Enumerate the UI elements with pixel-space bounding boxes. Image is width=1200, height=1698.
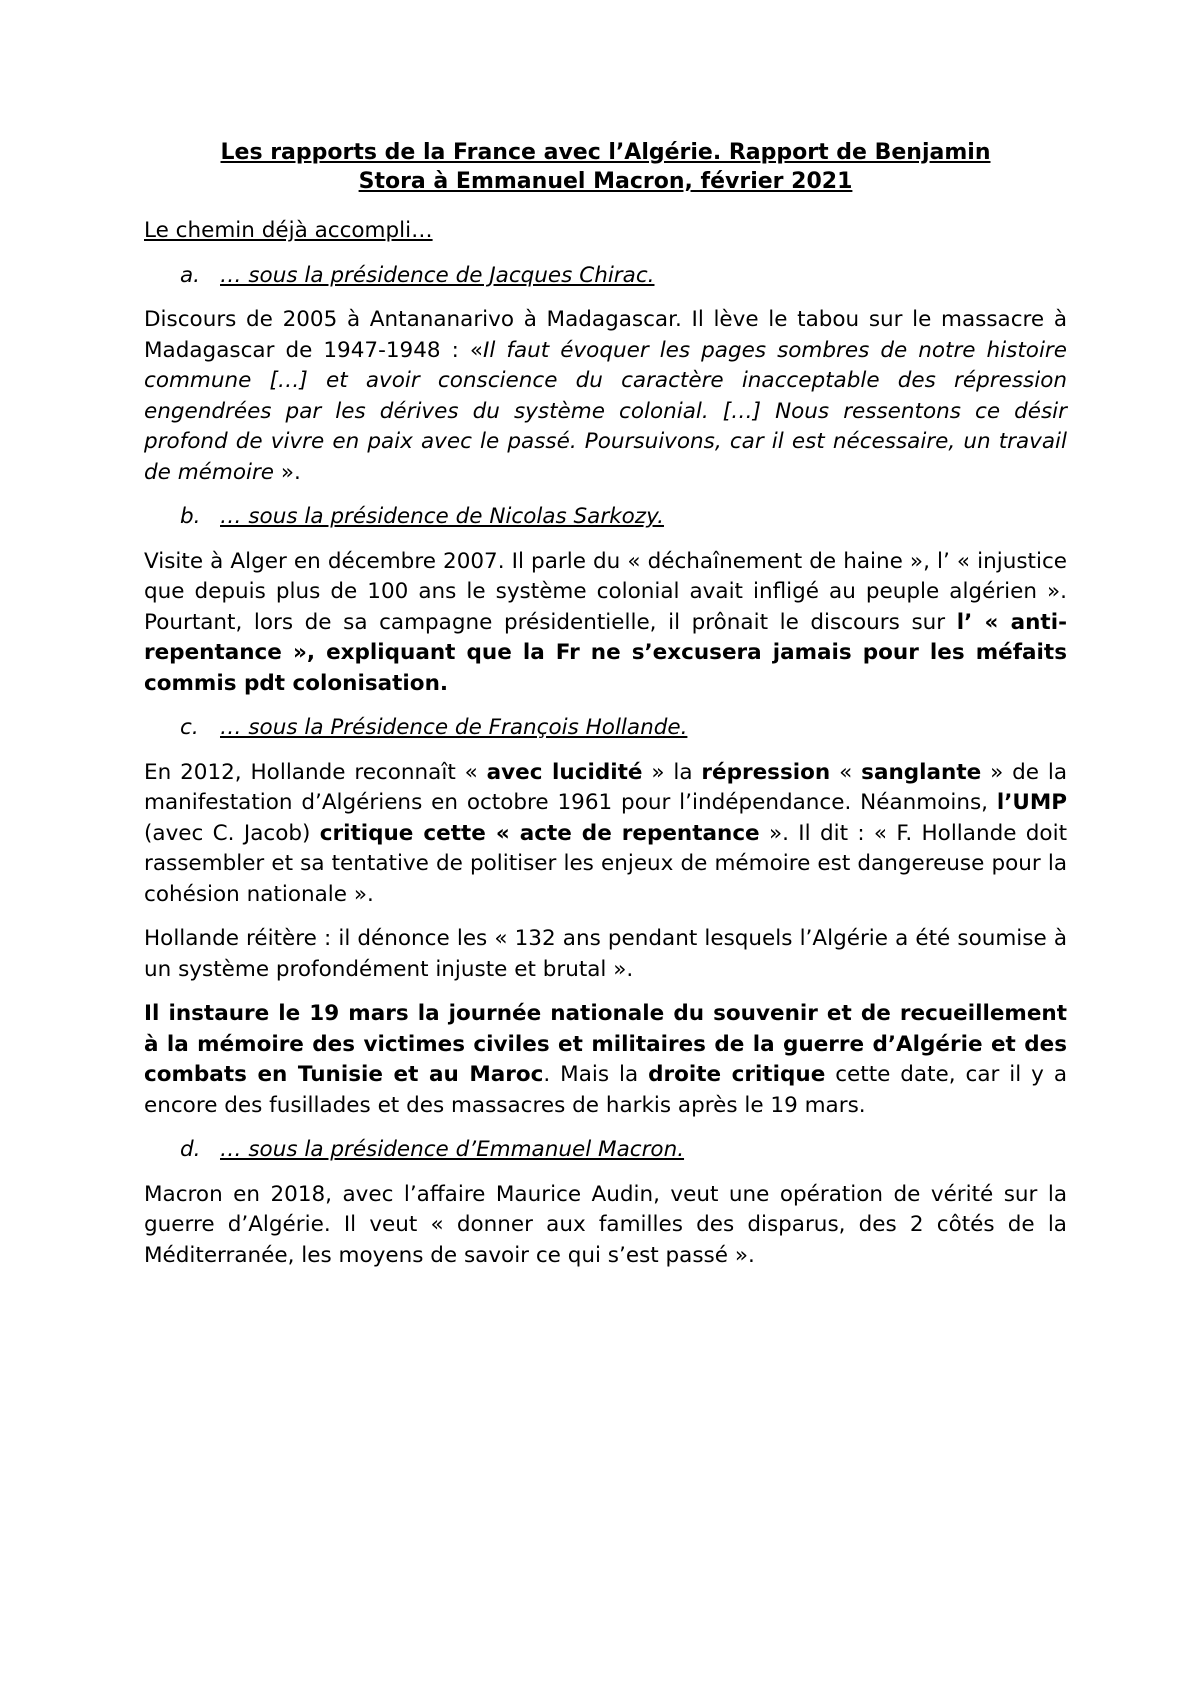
section-b-heading xyxy=(144,502,1067,533)
c-p1-text-2: » la xyxy=(642,759,702,785)
c-p3-text-3: cette date, car il y a encore des fusillades et des massacres de harkis après le 19 mars. xyxy=(144,1062,1067,1118)
section-b-title: … sous la présidence de Nicolas Sarkozy. xyxy=(220,504,664,529)
title-line-2: Stora à Emmanuel Macron, février 2021 xyxy=(358,169,853,194)
title-line-1: Les rapports de la France avec l’Algérie. Rapport de Benjamin xyxy=(220,140,991,165)
section-b-letter: b. xyxy=(180,504,201,529)
c-p1-text-1: En 2012, Hollande reconnaît « xyxy=(144,759,487,785)
c-p1-bold-1: avec lucidité xyxy=(486,759,643,785)
section-c-letter: c. xyxy=(180,715,199,740)
document-title xyxy=(144,138,1067,196)
c-p1-bold-2: répression xyxy=(701,759,831,785)
c-p1-bold-3: sanglante xyxy=(861,759,982,785)
section-d-paragraph: Macron en 2018, avec l’affaire Maurice Audin, veut une opération de vérité sur la guerre d’Algérie. Il veut « donner aux familles des disparus, des 2 côtés de la Méditerranée, les moyens de savoir ce qui s’est passé ». xyxy=(144,1181,1067,1268)
section-a-heading xyxy=(144,261,1067,292)
section-a-title: … sous la présidence de Jacques Chirac. xyxy=(220,262,655,288)
section-c-paragraph-1 xyxy=(144,758,1067,911)
section-b-paragraph xyxy=(144,547,1067,700)
section-d-letter: d. xyxy=(180,1137,201,1162)
section-a-quote: Il faut évoquer les pages sombres de notre histoire commune […] et avoir conscience du caractère inacceptable des répression engendrées par les dérives du système colonial. […] Nous ressentons ce désir profond de vivre en paix avec le passé. Poursuivons, car il est nécessaire, un travail de mémoire xyxy=(144,337,1067,485)
intro-heading: Le chemin déjà accompli… xyxy=(144,218,433,243)
c-p3-bold-1: instaure le 19 mars la journée nationale du souvenir et de recueillement à la mémoire des victimes civiles et militaires de la guerre d’Algérie et des combats en Tunisie et au Maroc xyxy=(144,1001,1067,1087)
section-b-text: Visite à Alger en décembre 2007. Il parle du « déchaînement de haine », l’ « injustice que depuis plus de 100 ans le système colonial avait infligé au peuple algérien ». Pourtant, lors de sa campagne présidentielle, il prônait le discours sur xyxy=(144,548,1067,635)
section-d-heading xyxy=(144,1135,1067,1166)
c-p1-bold-5: critique cette « acte de repentance xyxy=(319,820,760,846)
section-d-title: … sous la présidence d’Emmanuel Macron. xyxy=(220,1137,685,1162)
section-c-paragraph-2: Hollande réitère : il dénonce les « 132 ans pendant lesquels l’Algérie a été soumise à un système profondément injuste et brutal ». xyxy=(144,926,1067,982)
section-c-heading xyxy=(144,713,1067,744)
section-c-title: … sous la Présidence de François Hollande. xyxy=(220,715,688,740)
c-p1-text-5: (avec C. Jacob) xyxy=(144,820,320,846)
c-p3-text-1: Il xyxy=(144,1001,169,1026)
c-p1-bold-4: l’UMP xyxy=(996,790,1067,815)
c-p3-bold-2: droite critique xyxy=(648,1062,826,1087)
section-c-paragraph-3 xyxy=(144,999,1067,1121)
section-a-letter: a. xyxy=(180,262,201,288)
section-a-text-start: Discours de 2005 à Antananarivo à Madagascar. Il lève le tabou sur le massacre à Madagascar de 1947-1948 : « xyxy=(144,307,1067,363)
c-p1-text-4: » de la manifestation d’Algériens en octobre 1961 pour l’indépendance. Néanmoins, xyxy=(144,759,1068,815)
c-p1-text-3: « xyxy=(830,759,862,785)
c-p1-text-6: ». Il dit : « F. Hollande doit rassembler et sa tentative de politiser les enjeux de mémoire est dangereuse pour la cohésion nationale ». xyxy=(144,820,1067,907)
section-a-paragraph xyxy=(144,305,1067,488)
c-p3-text-2: . Mais la xyxy=(543,1062,649,1087)
section-b-bold-text: l’ « anti-repentance », expliquant que la Fr ne s’excusera jamais pour les méfaits commis pdt colonisation. xyxy=(144,609,1067,696)
section-a-text-end: ». xyxy=(274,459,301,485)
